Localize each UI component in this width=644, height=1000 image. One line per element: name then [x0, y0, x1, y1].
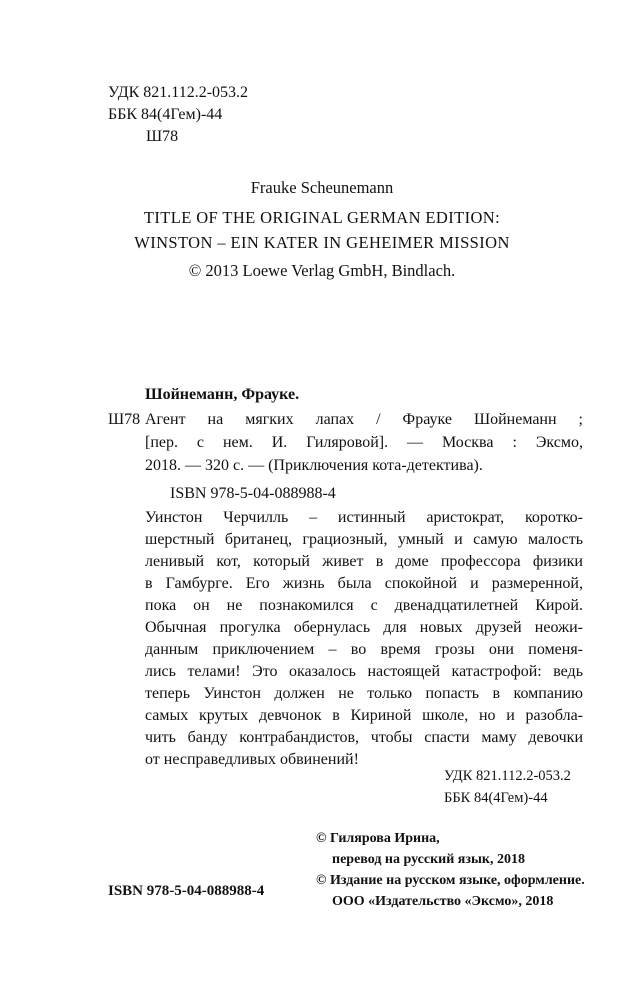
annotation-line: в Гамбурге. Его жизнь была спокойной и размеренной,	[145, 575, 583, 592]
annotation-line: от несправедливых обвинений!	[145, 751, 359, 768]
annotation-line: шерстный британец, грациозный, умный и самую малость	[145, 531, 583, 548]
edition-copyright-publisher: ООО «Издательство «Эксмо», 2018	[332, 894, 554, 909]
catalog-description-line: [пер. с нем. И. Гиляровой]. — Москва : Эксмо,	[145, 434, 583, 451]
catalog-heading: Шойнеманн, Фрауке.	[145, 386, 300, 403]
annotation-line: Обычная прогулка обернулась для новых друзей неожи-	[145, 619, 583, 636]
edition-copyright: © Издание на русском языке, оформление.	[316, 873, 585, 888]
annotation-line: самых крутых девчонок в Кириной школе, но и разобла-	[145, 707, 583, 724]
udk-code-bottom: УДК 821.112.2-053.2	[444, 768, 571, 784]
catalog-isbn: ISBN 978-5-04-088988-4	[170, 485, 336, 502]
translation-copyright-detail: перевод на русский язык, 2018	[332, 852, 525, 867]
catalog-description-line: Агент на мягких лапах / Фрауке Шойнеманн ;	[145, 411, 583, 428]
annotation-line: чить банду контрабандистов, чтобы спасти маму девочки	[145, 729, 583, 746]
annotation-line: данным приключением – во время грозы они поменя-	[145, 641, 583, 658]
bbk-code: ББК 84(4Гем)-44	[108, 106, 223, 123]
catalog-description-line: 2018. — 320 с. — (Приключения кота-детектива).	[145, 457, 483, 474]
original-title: WINSTON – EIN KATER IN GEHEIMER MISSION	[134, 233, 510, 252]
bbk-code-bottom: ББК 84(4Гем)-44	[444, 790, 548, 806]
annotation-line: лись телами! Это оказалось настоящей катастрофой: ведь	[145, 663, 583, 680]
original-title-caption: TITLE OF THE ORIGINAL GERMAN EDITION:	[143, 208, 501, 227]
original-author: Frauke Scheunemann	[250, 178, 394, 197]
udk-code: УДК 821.112.2-053.2	[108, 84, 249, 101]
annotation-line: теперь Уинстон должен не только попасть в компанию	[145, 685, 583, 702]
annotation-line: Уинстон Черчилль – истинный аристократ, коротко-	[145, 509, 583, 526]
annotation-line: пока он не познакомился с двенадцатилетней Кирой.	[145, 597, 583, 614]
catalog-author-mark: Ш78	[108, 411, 141, 428]
original-copyright: © 2013 Loewe Verlag GmbH, Bindlach.	[188, 261, 456, 280]
translation-copyright: © Гилярова Ирина,	[316, 831, 440, 846]
author-mark: Ш78	[146, 128, 179, 145]
annotation-line: ленивый кот, который живет в доме профессора физики	[145, 553, 583, 570]
isbn-footer: ISBN 978-5-04-088988-4	[108, 883, 265, 899]
